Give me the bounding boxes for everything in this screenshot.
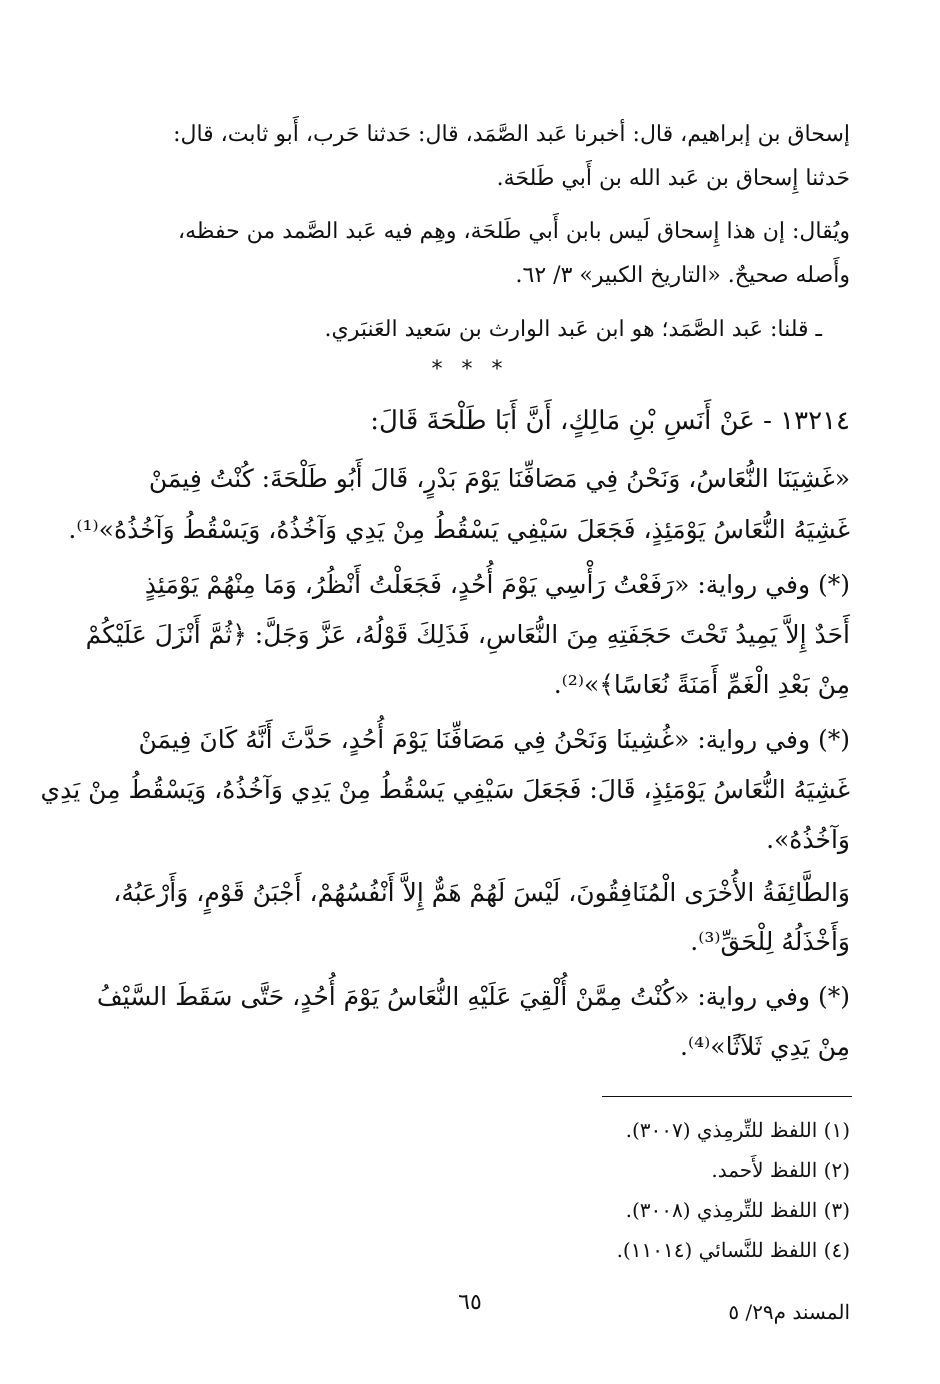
hadith-paragraph-5-line-1: (*) وفي رواية: «كُنْتُ مِمَّنْ أُلْقِيَ عَلَيْهِ النُّعَاسُ يَوْمَ أُحُدٍ، حَتَّى سَقَطَ السَّيْفُ: [96, 982, 850, 1011]
intro-paragraph-3-line-1: ـ قلنا: عَبد الصَّمَد؛ هو ابن عَبد الوارث بن سَعيد العَنبَري.: [324, 317, 822, 342]
intro-paragraph-2-line-2: وأَصله صحيحٌ. «التاريخ الكبير» ٣/ ٦٢.: [515, 263, 850, 288]
hadith-paragraph-5-line-2: مِنْ يَدِي ثَلاَثًا»⁽⁴⁾.: [680, 1032, 850, 1061]
intro-paragraph-2-line-1: ويُقال: إن هذا إِسحاق لَيس بابن أَبي طَلحَة، وهِم فيه عَبد الصَّمد من حفظه،: [178, 219, 850, 244]
hadith-paragraph-4-line-1: وَالطَّائِفَةُ الأُخْرَى الْمُنَافِقُونَ، لَيْسَ لَهُمْ هَمٌّ إِلاَّ أَنْفُسُهُمْ، أَجْبَنُ قَوْمٍ، وَأَرْعَبُهُ،: [113, 878, 850, 907]
footnote-4: (٤) اللفظ للنَّسائي (١١٠١٤).: [616, 1238, 850, 1262]
footnote-2: (٢) اللفظ لأَحمد.: [711, 1158, 850, 1182]
page-number: ٦٥: [458, 1290, 482, 1315]
hadith-heading: ١٣٢١٤ - عَنْ أَنَسِ بْنِ مَالِكٍ، أَنَّ أَبَا طَلْحَةَ قَالَ:: [370, 406, 850, 436]
hadith-paragraph-2-line-3: مِنْ بَعْدِ الْغَمِّ أَمَنَةً نُعَاسًا﴾»⁽²⁾.: [553, 670, 850, 699]
hadith-paragraph-2-line-2: أَحَدٌ إِلاَّ يَمِيدُ تَحْتَ حَجَفَتِهِ مِنَ النُّعَاسِ، فَذَلِكَ قَوْلُهُ، عَزَّ وَجَلَّ: ﴿ثُمَّ أَنْزَلَ عَلَيْكُمْ: [85, 620, 850, 649]
intro-paragraph-1-line-2: حَدثنا إِسحاق بن عَبد الله بن أَبي طَلحَة.: [496, 166, 850, 191]
section-separator: * * *: [431, 357, 509, 382]
footnote-divider: [602, 1096, 852, 1097]
footnote-3: (٣) اللفظ للتِّرمِذي (٣٠٠٨).: [625, 1198, 850, 1222]
intro-paragraph-1-line-1: إسحاق بن إبراهيم، قال: أخبرنا عَبد الصَّمَد، قال: حَدثنا حَرب، أَبو ثابت، قال:: [173, 122, 850, 147]
footnote-1: (١) اللفظ للتِّرمِذي (٣٠٠٧).: [625, 1118, 850, 1142]
hadith-paragraph-3-line-1: (*) وفي رواية: «غُشِينَا وَنَحْنُ فِي مَصَافِّنَا يَوْمَ أُحُدٍ، حَدَّثَ أَنَّهُ كَانَ فِيمَنْ: [138, 725, 850, 754]
hadith-paragraph-1-line-2: غَشِيَهُ النُّعَاسُ يَوْمَئِذٍ، فَجَعَلَ سَيْفِي يَسْقُطُ مِنْ يَدِي وَآخُذُهُ، وَيَسْقُطُ وَآخُذُهُ»⁽¹⁾.: [68, 515, 850, 544]
hadith-paragraph-1-line-1: «غَشِيَنَا النُّعَاسُ، وَنَحْنُ فِي مَصَافِّنَا يَوْمَ بَدْرٍ، قَالَ أَبُو طَلْحَةَ: كُنْتُ فِيمَنْ: [148, 464, 850, 493]
printer-signature: المسند م٢٩/ ٥: [728, 1300, 850, 1324]
hadith-paragraph-4-line-2: وَأَخْذَلُهُ لِلْحَقِّ⁽³⁾.: [690, 927, 850, 956]
hadith-paragraph-2-line-1: (*) وفي رواية: «رَفَعْتُ رَأْسِي يَوْمَ أُحُدٍ، فَجَعَلْتُ أَنْظُرُ، وَمَا مِنْهُمْ يَوْمَئِذٍ: [144, 570, 850, 599]
hadith-paragraph-3-line-3: وَآخُذُهُ».: [766, 825, 850, 854]
hadith-paragraph-3-line-2: غَشِيَهُ النُّعَاسُ يَوْمَئِذٍ، قَالَ: فَجَعَلَ سَيْفِي يَسْقُطُ مِنْ يَدِي وَآخُذُهُ، وَيَسْقُطُ مِنْ يَدِي: [40, 775, 850, 804]
